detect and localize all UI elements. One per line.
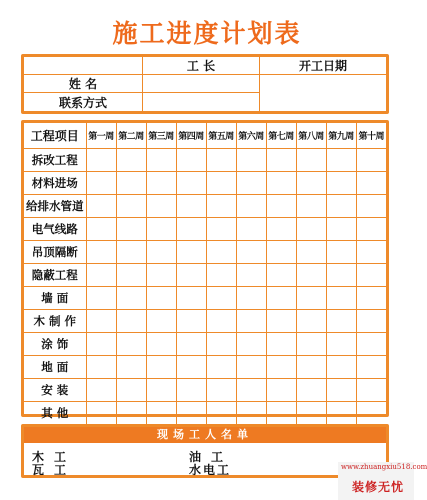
work-item-label: 墙 面 (24, 287, 86, 310)
schedule-cell[interactable] (86, 333, 116, 356)
schedule-cell[interactable] (356, 356, 386, 379)
schedule-cell[interactable] (206, 310, 236, 333)
week-header: 第四周 (176, 123, 206, 149)
work-item-label: 隐蔽工程 (24, 264, 86, 287)
schedule-cell[interactable] (266, 310, 296, 333)
schedule-cell[interactable] (86, 356, 116, 379)
schedule-cell[interactable] (236, 149, 266, 172)
schedule-cell[interactable] (86, 195, 116, 218)
schedule-cell[interactable] (236, 379, 266, 402)
schedule-cell[interactable] (296, 356, 326, 379)
watermark-brand: 装修无忧 (352, 480, 405, 494)
work-item-label: 给排水管道 (24, 195, 86, 218)
schedule-cell[interactable] (266, 356, 296, 379)
work-item-label: 吊顶隔断 (24, 241, 86, 264)
schedule-row (24, 356, 386, 379)
schedule-cell[interactable] (236, 218, 266, 241)
schedule-cell[interactable] (236, 195, 266, 218)
schedule-cell[interactable] (176, 149, 206, 172)
week-header: 第八周 (296, 123, 326, 149)
work-item-label: 电气线路 (24, 218, 86, 241)
schedule-cell[interactable] (86, 241, 116, 264)
schedule-cell[interactable] (146, 379, 176, 402)
schedule-row (24, 195, 386, 218)
contact-value-cell[interactable] (143, 93, 260, 111)
schedule-cell[interactable] (176, 218, 206, 241)
schedule-cell[interactable] (236, 172, 266, 195)
schedule-cell[interactable] (326, 172, 356, 195)
week-header: 第六周 (236, 123, 266, 149)
schedule-cell[interactable] (326, 218, 356, 241)
schedule-cell[interactable] (116, 333, 146, 356)
schedule-cell[interactable] (206, 172, 236, 195)
schedule-cell[interactable] (356, 264, 386, 287)
foreman-label: 工 长 (143, 57, 260, 75)
schedule-cell[interactable] (176, 402, 206, 425)
schedule-cell[interactable] (206, 218, 236, 241)
schedule-cell[interactable] (206, 287, 236, 310)
schedule-cell[interactable] (296, 310, 326, 333)
schedule-cell[interactable] (86, 402, 116, 425)
page-title: 施工进度计划表 (112, 19, 302, 48)
schedule-cell[interactable] (326, 287, 356, 310)
schedule-cell[interactable] (266, 172, 296, 195)
schedule-cell[interactable] (146, 287, 176, 310)
schedule-cell[interactable] (146, 218, 176, 241)
schedule-cell[interactable] (146, 241, 176, 264)
worker-label: 木工 (32, 450, 77, 464)
start-date-value-cell[interactable] (260, 75, 386, 111)
schedule-cell[interactable] (296, 149, 326, 172)
schedule-cell[interactable] (116, 149, 146, 172)
schedule-cell[interactable] (206, 241, 236, 264)
schedule-row (24, 149, 386, 172)
schedule-cell[interactable] (236, 287, 266, 310)
schedule-row (24, 264, 386, 287)
schedule-cell[interactable] (236, 310, 266, 333)
contact-label: 联系方式 (24, 93, 143, 111)
week-header: 第十周 (356, 123, 386, 149)
week-header: 第七周 (266, 123, 296, 149)
schedule-cell[interactable] (176, 310, 206, 333)
schedule-cell[interactable] (356, 310, 386, 333)
worker-label: 瓦工 (32, 463, 77, 477)
schedule-cell[interactable] (146, 172, 176, 195)
schedule-cell[interactable] (266, 379, 296, 402)
schedule-cell[interactable] (326, 333, 356, 356)
schedule-cell[interactable] (116, 241, 146, 264)
schedule-cell[interactable] (86, 287, 116, 310)
schedule-row (24, 333, 386, 356)
schedule-cell[interactable] (296, 264, 326, 287)
schedule-table (24, 123, 386, 424)
schedule-cell[interactable] (176, 264, 206, 287)
schedule-cell[interactable] (206, 333, 236, 356)
schedule-cell[interactable] (296, 172, 326, 195)
schedule-cell[interactable] (146, 149, 176, 172)
schedule-cell[interactable] (266, 241, 296, 264)
worker-label: 水电工 (189, 463, 232, 477)
schedule-cell[interactable] (356, 241, 386, 264)
schedule-cell[interactable] (146, 333, 176, 356)
info-box (21, 54, 389, 114)
work-item-label: 木 制 作 (24, 310, 86, 333)
schedule-cell[interactable] (116, 172, 146, 195)
schedule-cell[interactable] (326, 402, 356, 425)
work-item-label: 其 他 (24, 402, 86, 425)
schedule-cell[interactable] (296, 287, 326, 310)
week-header: 第九周 (326, 123, 356, 149)
schedule-cell[interactable] (356, 172, 386, 195)
schedule-cell[interactable] (296, 402, 326, 425)
schedule-cell[interactable] (206, 264, 236, 287)
schedule-row (24, 287, 386, 310)
item-header: 工程项目 (24, 123, 86, 149)
schedule-cell[interactable] (176, 195, 206, 218)
work-item-label: 地 面 (24, 356, 86, 379)
schedule-table-box (21, 120, 389, 420)
info-blank (24, 57, 143, 75)
schedule-cell[interactable] (116, 356, 146, 379)
schedule-cell[interactable] (146, 195, 176, 218)
week-header: 第三周 (146, 123, 176, 149)
schedule-cell[interactable] (206, 149, 236, 172)
schedule-cell[interactable] (326, 195, 356, 218)
work-item-label: 材料进场 (24, 172, 86, 195)
work-item-label: 安 装 (24, 379, 86, 402)
schedule-cell[interactable] (356, 333, 386, 356)
schedule-cell[interactable] (176, 241, 206, 264)
schedule-cell[interactable] (146, 356, 176, 379)
schedule-row (24, 241, 386, 264)
schedule-cell[interactable] (266, 287, 296, 310)
week-header: 第二周 (116, 123, 146, 149)
schedule-cell[interactable] (296, 379, 326, 402)
schedule-cell[interactable] (266, 264, 296, 287)
schedule-cell[interactable] (206, 402, 236, 425)
schedule-cell[interactable] (86, 310, 116, 333)
schedule-row (24, 379, 386, 402)
schedule-cell[interactable] (296, 333, 326, 356)
schedule-cell[interactable] (266, 218, 296, 241)
schedule-cell[interactable] (116, 264, 146, 287)
week-header: 第一周 (86, 123, 116, 149)
schedule-row (24, 402, 386, 425)
schedule-cell[interactable] (356, 149, 386, 172)
schedule-cell[interactable] (86, 218, 116, 241)
schedule-cell[interactable] (266, 195, 296, 218)
schedule-cell[interactable] (326, 379, 356, 402)
workers-header: 现场工人名单 (24, 427, 386, 443)
schedule-cell[interactable] (86, 149, 116, 172)
watermark-url: www.zhuangxiu518.com (341, 463, 427, 471)
schedule-cell[interactable] (206, 379, 236, 402)
schedule-cell[interactable] (236, 402, 266, 425)
schedule-cell[interactable] (86, 379, 116, 402)
workers-box (21, 424, 389, 478)
schedule-cell[interactable] (116, 195, 146, 218)
schedule-cell[interactable] (356, 195, 386, 218)
schedule-cell[interactable] (236, 356, 266, 379)
name-value-cell[interactable] (143, 75, 260, 93)
schedule-cell[interactable] (296, 195, 326, 218)
schedule-cell[interactable] (116, 402, 146, 425)
schedule-cell[interactable] (86, 172, 116, 195)
schedule-cell[interactable] (116, 310, 146, 333)
schedule-row (24, 310, 386, 333)
schedule-cell[interactable] (266, 333, 296, 356)
schedule-cell[interactable] (206, 356, 236, 379)
schedule-cell[interactable] (146, 402, 176, 425)
schedule-cell[interactable] (356, 218, 386, 241)
schedule-cell[interactable] (176, 356, 206, 379)
schedule-cell[interactable] (266, 402, 296, 425)
work-item-label: 涂 饰 (24, 333, 86, 356)
schedule-cell[interactable] (176, 287, 206, 310)
schedule-cell[interactable] (356, 379, 386, 402)
schedule-cell[interactable] (116, 218, 146, 241)
schedule-cell[interactable] (146, 264, 176, 287)
schedule-cell[interactable] (176, 379, 206, 402)
schedule-cell[interactable] (86, 264, 116, 287)
schedule-cell[interactable] (326, 264, 356, 287)
worker-label: 油工 (189, 450, 234, 464)
schedule-cell[interactable] (176, 333, 206, 356)
schedule-cell[interactable] (206, 195, 236, 218)
schedule-cell[interactable] (236, 241, 266, 264)
week-header: 第五周 (206, 123, 236, 149)
schedule-cell[interactable] (326, 356, 356, 379)
name-label: 姓 名 (24, 75, 143, 93)
start-date-label: 开工日期 (260, 57, 386, 75)
schedule-cell[interactable] (356, 287, 386, 310)
schedule-cell[interactable] (296, 218, 326, 241)
schedule-cell[interactable] (116, 287, 146, 310)
schedule-cell[interactable] (326, 149, 356, 172)
schedule-cell[interactable] (176, 172, 206, 195)
schedule-cell[interactable] (266, 149, 296, 172)
schedule-row (24, 172, 386, 195)
schedule-header-row (24, 123, 386, 149)
schedule-cell[interactable] (236, 264, 266, 287)
schedule-cell[interactable] (236, 333, 266, 356)
schedule-cell[interactable] (146, 310, 176, 333)
schedule-cell[interactable] (326, 241, 356, 264)
schedule-cell[interactable] (356, 402, 386, 425)
schedule-cell[interactable] (296, 241, 326, 264)
schedule-cell[interactable] (326, 310, 356, 333)
schedule-row (24, 218, 386, 241)
schedule-cell[interactable] (116, 379, 146, 402)
work-item-label: 拆改工程 (24, 149, 86, 172)
